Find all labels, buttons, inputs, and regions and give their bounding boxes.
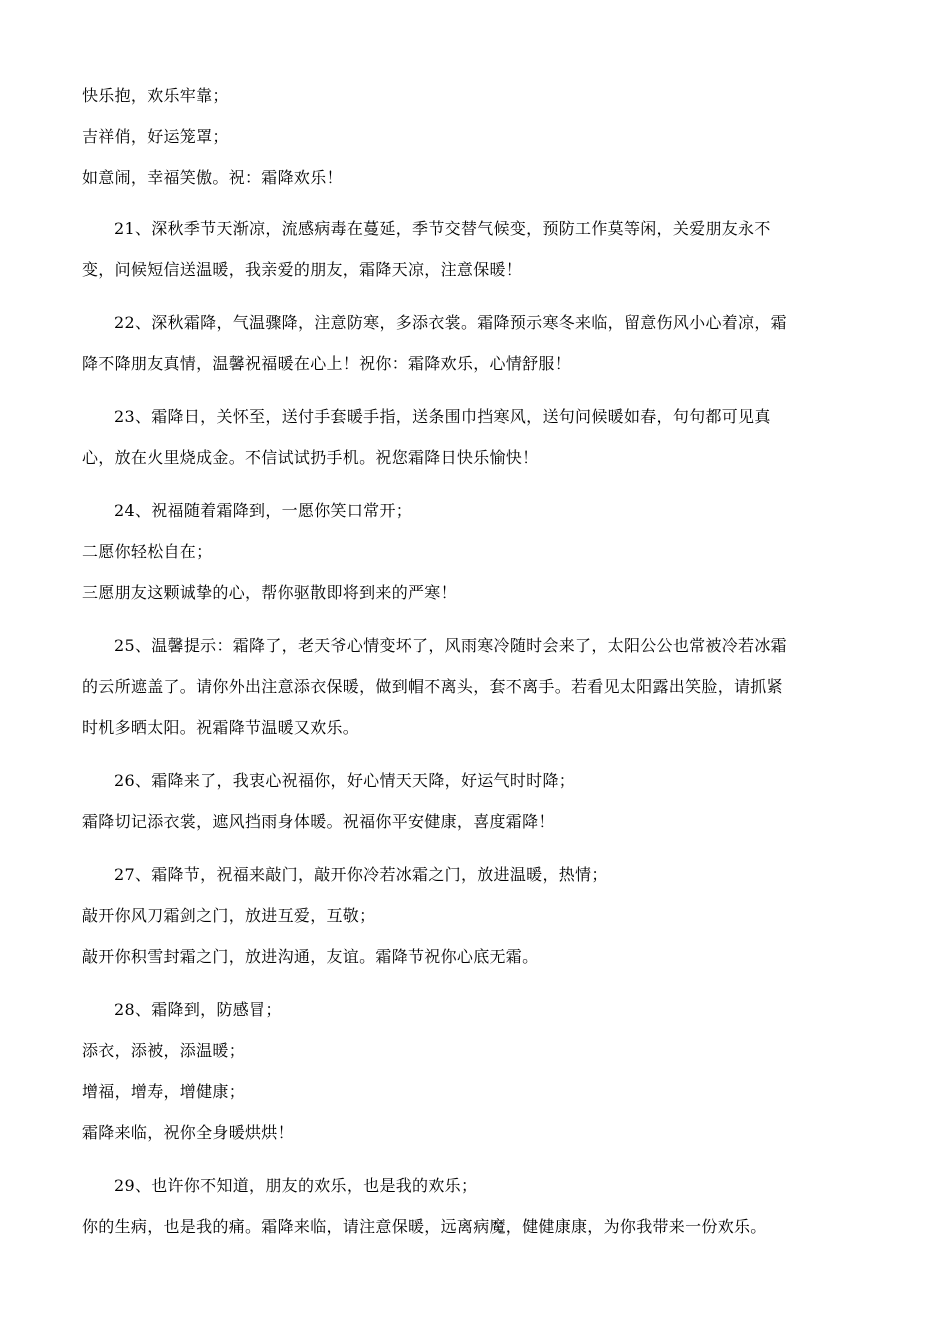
paragraph-29-line-2: 你的生病，也是我的痛。霜降来临，请注意保暖，远离病魔，健健康康，为你我带来一份欢乐。 <box>82 1217 767 1236</box>
paragraph-23-line-1: 23、霜降日，关怀至，送付手套暖手指，送条围巾挡寒风，送句问候暖如春，句句都可见真 <box>114 407 771 426</box>
paragraph-27-line-2: 敲开你风刀霜剑之门，放进互爱，互敬； <box>82 906 376 925</box>
paragraph-24-line-2: 二愿你轻松自在； <box>82 542 213 561</box>
paragraph-22-line-1: 22、深秋霜降，气温骤降，注意防寒，多添衣裳。霜降预示寒冬来临，留意伤风小心着凉，霜 <box>114 313 787 332</box>
text-line: 如意闹，幸福笑傲。祝：霜降欢乐！ <box>82 168 343 187</box>
paragraph-27-line-1: 27、霜降节，祝福来敲门，敲开你冷若冰霜之门，放进温暖，热情； <box>114 865 608 884</box>
text-line: 吉祥俏，好运笼罩； <box>82 127 229 146</box>
paragraph-28-line-1: 28、霜降到，防感冒； <box>114 1000 282 1019</box>
paragraph-28-line-3: 增福，增寿，增健康； <box>82 1082 246 1101</box>
paragraph-22-line-2: 降不降朋友真情，温馨祝福暖在心上！祝你：霜降欢乐，心情舒服！ <box>82 354 572 373</box>
paragraph-23-line-2: 心，放在火里烧成金。不信试试扔手机。祝您霜降日快乐愉快！ <box>82 448 539 467</box>
paragraph-28-line-4: 霜降来临，祝你全身暖烘烘！ <box>82 1123 294 1142</box>
paragraph-25-line-2: 的云所遮盖了。请你外出注意添衣保暖，做到帽不离头，套不离手。若看见太阳露出笑脸，请抓紧 <box>82 677 783 696</box>
paragraph-28-line-2: 添衣，添被，添温暖； <box>82 1041 246 1060</box>
paragraph-21-line-2: 变，问候短信送温暖，我亲爱的朋友，霜降天凉，注意保暖！ <box>82 260 523 279</box>
paragraph-26-line-1: 26、霜降来了，我衷心祝福你，好心情天天降，好运气时时降； <box>114 771 576 790</box>
text-line: 快乐抱，欢乐牢靠； <box>82 86 229 105</box>
paragraph-27-line-3: 敲开你积雪封霜之门，放进沟通，友谊。霜降节祝你心底无霜。 <box>82 947 539 966</box>
paragraph-29-line-1: 29、也许你不知道，朋友的欢乐，也是我的欢乐； <box>114 1176 478 1195</box>
paragraph-24-line-1: 24、祝福随着霜降到，一愿你笑口常开； <box>114 501 413 520</box>
paragraph-26-line-2: 霜降切记添衣裳，遮风挡雨身体暖。祝福你平安健康，喜度霜降！ <box>82 812 555 831</box>
paragraph-24-line-3: 三愿朋友这颗诚挚的心，帮你驱散即将到来的严寒！ <box>82 583 457 602</box>
paragraph-21-line-1: 21、深秋季节天渐凉，流感病毒在蔓延，季节交替气候变，预防工作莫等闲，关爱朋友永不 <box>114 219 771 238</box>
paragraph-25-line-3: 时机多晒太阳。祝霜降节温暖又欢乐。 <box>82 718 360 737</box>
paragraph-25-line-1: 25、温馨提示：霜降了，老天爷心情变坏了，风雨寒冷随时会来了，太阳公公也常被冷若冰霜 <box>114 636 787 655</box>
